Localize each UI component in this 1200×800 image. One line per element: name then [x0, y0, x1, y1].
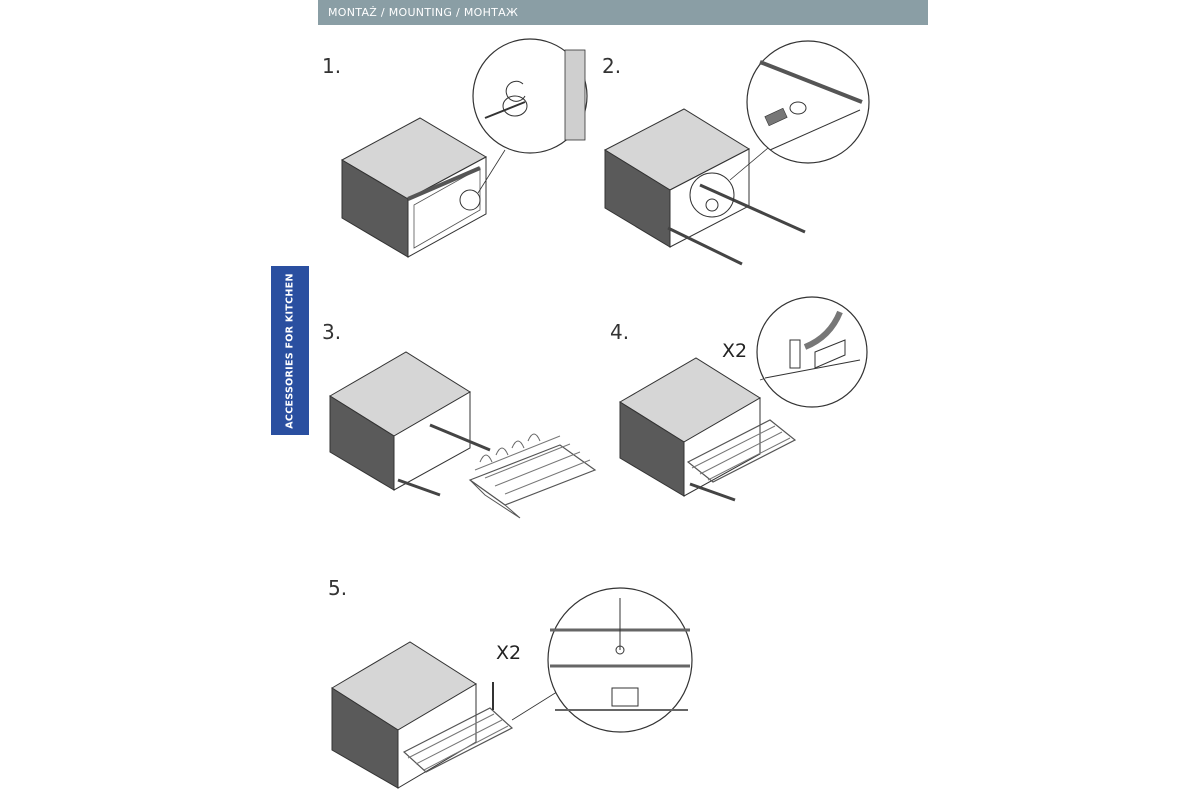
header-title: MONTAŻ / MOUNTING / МОНТАЖ	[328, 6, 519, 19]
step-2-number: 2.	[602, 54, 622, 78]
step-5-illustration	[332, 588, 692, 788]
step-5-multiplier: X2	[496, 642, 522, 664]
step-2-illustration	[605, 41, 869, 264]
step-4-number: 4.	[610, 320, 630, 344]
step-5-number: 5.	[328, 576, 348, 600]
step-1-illustration	[342, 39, 587, 257]
step-1-number: 1.	[322, 54, 342, 78]
step-4-illustration	[620, 297, 867, 500]
step-4-multiplier: X2	[722, 340, 748, 362]
side-tab-label: ACCESSORIES FOR KITCHEN	[284, 272, 296, 429]
step-3-illustration	[330, 352, 595, 518]
step-3-number: 3.	[322, 320, 342, 344]
